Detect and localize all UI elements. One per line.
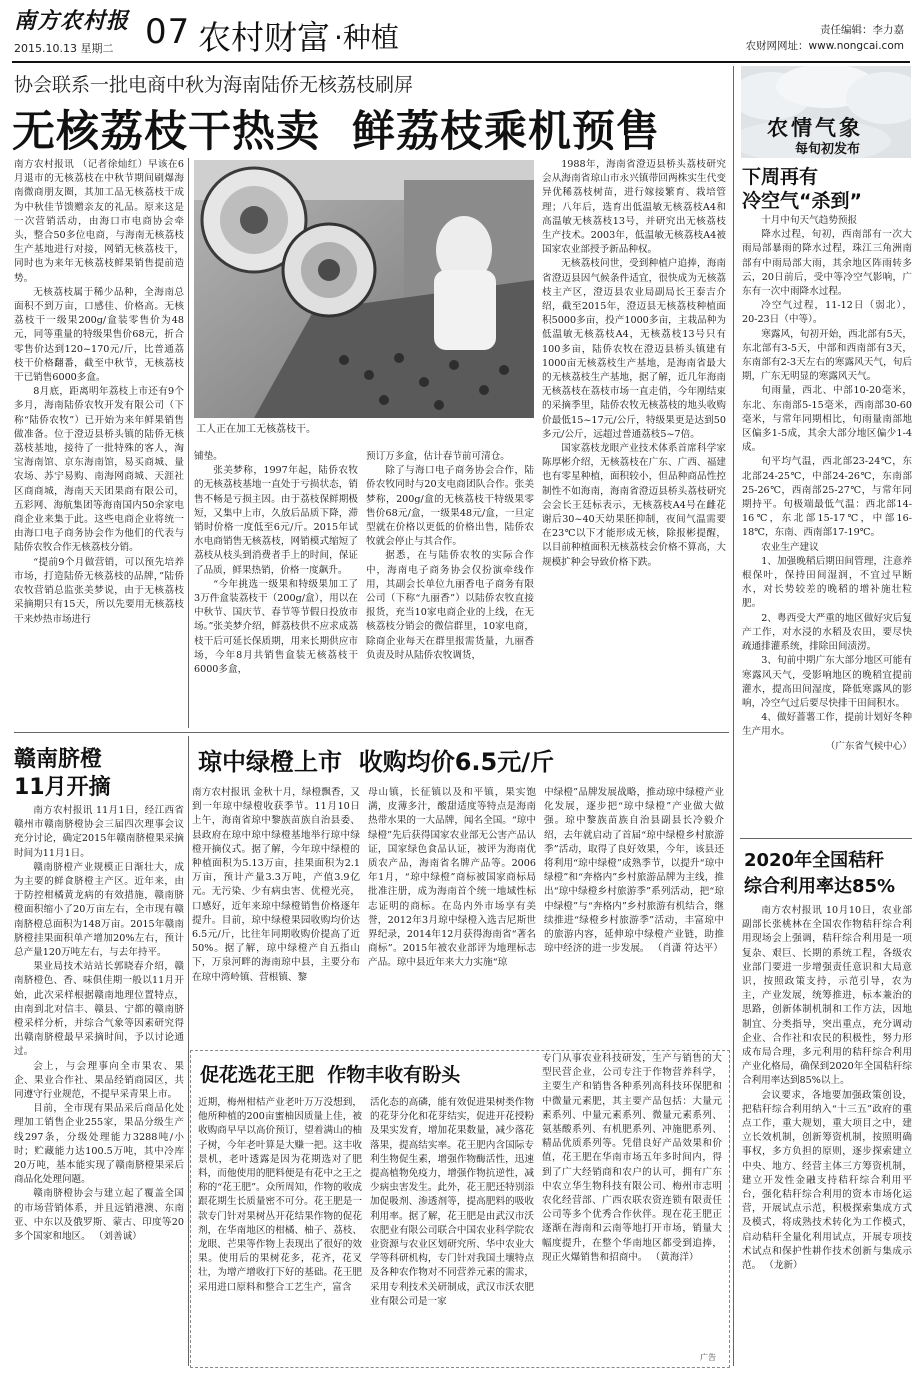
fertilizer-headline: 促花选花王肥 作物丰收有盼头	[200, 1064, 461, 1086]
column-rule	[188, 158, 189, 728]
lead-col3-para: “今年挑选一级果和特级果加工了3万件盒装荔枝干（200g/盒），用以在中秋节、国庆节、春节等节假日投放市场。”张美梦介绍，鲜荔枝供不应求成荔枝干后可延长保质期，用来长期供应市场，今年8月共销售盒装无核荔枝干6000多盒，	[194, 578, 358, 676]
weather-banner-title: 农情气象	[767, 116, 863, 140]
lead-col4-para: 除了与海口电子商务协会合作，陆侨农牧同时与20支电商团队合作。张美梦称，200g/盒的无核荔枝干特级果零售价68元/盒，一级果48元/盒，一旦定型就在价格以更低的价格出售，陆侨农牧就会停止与其合作。	[366, 465, 534, 548]
jiangxi-headline-line1: 赣南脐橙	[14, 747, 103, 772]
weather-headline-line2: 冷空气“杀到”	[742, 190, 862, 212]
lead-col1-para: 无核荔枝属于稀少品种，全海南总面积不到万亩，口感佳、价格高。无核荔枝干一级果200g/盒装零售价为48元，同等重量的特级果售价68元，折合零售价达到120~170元/斤，比普通荔枝干价格翻番，截至中秋节，无核荔枝干已销售6000多盒。	[14, 286, 184, 384]
weather-para: 3、旬前中期广东大部分地区可能有寒露风天气，受影响地区的晚稻宜提前灌水，提高田间湿度，降低寒露风的影响，冷空气过后要尽快排干田间积水。	[742, 655, 912, 709]
jiangxi-headline-line2: 11月开摘	[14, 775, 111, 800]
fertilizer-column-3: 专门从事农业科技研发，生产与销售的大型民营企业，公司专注于作物营养科学，主要生产和销售各种系列高科技环保肥和中微量元素肥，其主要产品包括：大量元素系列、中量元素系列、微量元素系列、氨基酸系列、有机肥系列、冲施肥系列、精品优质系列等。凭借良好产品效果和价值，花王肥在华南市场五年多时间内，得到了广大经销商和农户的认可，拥有广东中农立华生物科技有限公司、梅州市志明农化经营部、广西农联农资连锁有限责任公司等多个优秀合作伙伴。现在花王肥正逐渐在海南和云南等地打开市场，销量大幅度提升，在整个华南地区都受到追捧，现正火爆销售和招商中。 （黄海洋）	[542, 1053, 722, 1263]
lead-photo	[194, 160, 534, 418]
weather-banner-subtitle: 每旬初发布	[795, 142, 861, 157]
weather-para: 旬平均气温，西北部23-24℃，东北部24-25℃，中部24-26℃，东南部25-26℃，西南部25-27℃，与常年同期持平。旬极端最低气温：西北部14-16℃，东北部15-17℃，中部16-18℃，东南、西南部17-19℃。	[742, 456, 912, 539]
masthead-rule	[12, 61, 910, 63]
jiangxi-para: 会上，与会理事向全市果农、果企、果业合作社、果品经销商园区，共同遵守行业规范，不提早采青果上市。	[14, 1060, 184, 1101]
column-rule	[188, 736, 189, 1366]
newspaper-logo: 南方农村报	[14, 8, 130, 34]
column-rule	[733, 66, 734, 1366]
photo-caption: 工人正在加工无核荔枝干。	[196, 424, 316, 435]
page-number: 07	[145, 12, 191, 52]
lead-col1-para: “提前9个月做营销，可以预先培养市场，打造陆侨无核荔枝的品牌，”陆侨农牧营销总监张美梦说，由于无核荔枝采摘期只有15天，所以先要用无核荔枝干来炒热市场进行	[14, 556, 184, 625]
lead-column-4	[366, 450, 534, 726]
jiangxi-para: 果业局技术站站长郭晓春介绍，赣南脐橙色、香、味俱佳期一般以11月开始，此次采样根据赣南地理位置特点，由南到北对信丰、赣县、宁都的赣南脐橙采样分析，并综合气象等因素研究得出赣南脐橙最早采摘时间，予以讨论通过。	[14, 961, 184, 1058]
editor-credit: 责任编辑：李力嘉	[820, 24, 904, 36]
straw-headline-line1: 2020年全国秸秆	[744, 850, 885, 871]
masthead	[0, 0, 922, 62]
issue-date: 2015.10.13 星期二	[14, 42, 114, 55]
weather-para: 寒露风，旬初开始，西北部有5天，东北部有3-5天，中部和西南部有3天，东南部有2-3天左右的寒露风天气，旬后期，广东无明显的寒露风天气。	[742, 328, 912, 383]
lead-col3-para: 张美梦称，1997年起，陆侨农牧的无核荔枝基地一直处于亏损状态，销售不畅是亏损主因。由于荔枝保鲜期极短，又集中上市，久放后品质下降，滞销时价格一度低至6元/斤。2015年试水电商销售无核荔枝，网销模式缩短了荔枝从枝头到消费者手上的时间，保证了品质，鲜果热销，价格一度飙升。	[194, 465, 358, 576]
lychee-drying-photo	[194, 160, 534, 418]
qiongzhong-column-3: 中绿橙”品牌发展战略，推动琼中绿橙产业化发展，逐步把“琼中绿橙”产业做大做强。琼中黎族苗族自治县副县长冷毅介绍，去年就启动了首届“琼中绿橙乡村旅游季”活动，取得了良好效果，今年，该县还将利用“琼中绿橙”成熟季节，以提升“琼中绿橙”和“奔格内”乡村旅游品牌为主线，推出“琼中绿橙乡村旅游季”系列活动，把“琼中绿橙”与“奔格内”乡村旅游有机结合，继续推进“绿橙乡村旅游季”活动，丰富琼中的旅游内容，延伸琼中绿橙产业链，助推琼中经济的进一步发展。 （肖潇 符达平）	[544, 787, 724, 955]
jiangxi-para: 赣南脐橙协会与建立起了覆盖全国的市场营销体系，并且远销港澳、东南亚、中东以及俄罗斯、蒙古、印度等20多个国家和地区。 （刘善诚）	[14, 1188, 184, 1243]
weather-para: 农业生产建议	[761, 541, 819, 553]
lead-col1-para: 8月底，距离明年荔枝上市还有9个多月，海南陆侨农牧开发有限公司（下称“陆侨农牧”）已开始为来年鲜果销售做准备。位于澄迈县桥头镇的陆侨无核荔枝基地，接待了一批特殊的客人，淘宝海南馆、京东海南馆，易买商城、量农场、苏宁易购、南海网商城、天涯社区商商城，海南天天团果商有限公司，五彩网、海航集团等海南国内50余家电商企业来集于此。这些电商企业将统一由海口电子商务协会作为他们的代表与陆侨农牧合作无核荔枝分销。	[14, 386, 184, 554]
jiangxi-para: 南方农村报讯 11月1日，经江西省赣州市赣南脐橙协会三届四次理事会议充分讨论，确定2015年赣南脐橙果采摘时间为11月1日。	[14, 805, 184, 859]
weather-para: 1、加强晚稻后期田间管理，注意养根保叶，保持田间湿润，不宜过早断水，对长势较差的晚稻的增补施壮粒肥。	[742, 555, 912, 610]
weather-para: 2、粤西受大严重的地区做好灾后复产工作，对水浸的水稻及农田，要尽快疏通排灌系统，排除田间渍涝。	[742, 612, 912, 653]
lead-column-3	[194, 450, 358, 726]
jiangxi-body	[14, 804, 184, 1366]
jiangxi-para: 目前，全市现有果品采后商品化处理加工销售企业255家，果品分级生产线297条，分级处理能力3288吨/小时；贮藏能力达100.5万吨，其中冷库20万吨，基本能实现了赣南脐橙果采后商品化处理问题。	[14, 1103, 184, 1186]
weather-para: 旬雨量，西北、中部10-20毫米，东北、东南部5-15毫米，西南部30-60毫米，与常年同期相比，旬雨量南部地区偏多1-5成，其余大部分地区偏少1-4成。	[742, 385, 912, 454]
straw-body	[742, 904, 912, 1366]
weather-banner	[741, 66, 911, 158]
lead-kicker: 协会联系一批电商中秋为海南陆侨无核荔枝刷屏	[14, 74, 414, 96]
lead-column-1	[14, 158, 184, 726]
lead-headline: 无核荔枝干热卖 鲜荔枝乘机预售	[12, 107, 660, 157]
straw-para: 会议要求，各地要加强政策创设，把秸秆综合利用纳入“十三五”政府的重点工作，重大规划，重大项目之中，建立长效机制，创新筹资机制，按照明确事权，多方负担的原则，逐步探索建立中央、地方、经营主体三方筹资机制，建立开发性金融支持秸秆综合利用平台，强化秸秆综合利用的资本市场化运营，开展试点示范，积极探索集成方式及模式，将成熟技术转化为工作模式，启动秸秆全量化利用试点，开展专项技术试点和保护性耕作技术创新与集成示范。 （龙新）	[742, 1089, 912, 1272]
section-rule	[740, 838, 912, 839]
lead-col3-para: 铺垫。	[194, 451, 223, 462]
fertilizer-column-1: 近期，梅州柑桔产业老叶万万没想到，他所种植的200亩蜜柚因质量上佳，被收购商早早以高价预订，望着满山的柚子树，今年老叶算是大赚一把。这丰收景机，老叶透露是因为花期选对了肥料，而他使用的肥料便是有花中之王之称的“花王肥”。众所周知，作物的收成跟花期生长质量密不可分。花王肥是一款专门针对果树丛开花结果作物的促花剂，在华南地区的柑橘、柚子、荔枝、龙眼、芒果等作物上表现出了很好的效果。使用后的果树花多，花齐，花叉壮，为增产增收打下好的基础。花王肥采用进口原料和整合工艺生产，富含	[198, 1097, 362, 1293]
sub-section-name: ·种植	[334, 21, 399, 54]
weather-para: 降水过程，旬初，西南部有一次大雨局部暴雨的降水过程，珠江三角洲南部有中雨局部大雨，其余地区阵雨转多云，20日前后，受中等冷空气影响，广东有一次中雨降水过程。	[742, 229, 912, 298]
lead-col4-para: 据悉，在与陆侨农牧的实际合作中，海南电子商务协会仅扮演牵线作用，其副会长单位九丽香电子商务有限公司（下称“九丽香”）以陆侨农牧直接报货，充当10家电商企业的上线，在无核荔枝分销会的微信群里，10家电商，除商企业每天在群里报需货量，九丽香负责及时从陆侨农牧调货，	[366, 550, 534, 661]
section-name: 农村财富	[198, 18, 330, 57]
qiongzhong-column-1: 南方农村报讯 金秋十月，绿橙飘香，又到一年琼中绿橙收获季节。11月10日上午，海南省琼中黎族苗族自治县委、县政府在琼中琼中绿橙基地举行琼中绿橙开摘仪式。据了解，今年琼中绿橙的种植面积为5.13万亩，挂果面积为2.1万亩，预计产量3.3万吨，产值3.9亿元。无污染、少有病虫害、优橙光亮，口感好，近年来琼中绿橙销售价格逐年提升。目前，琼中绿橙果园收购均价达6.5元/斤，比往年同期收购价提高了近50%。据了解，琼中绿橙产自五指山下，万泉河畔的海南琼中县，主要分布在琼中湾岭镇、营根镇、黎	[192, 787, 360, 983]
weather-para: 4、做好蔷薯工作，提前计划好冬种生产用水。	[742, 712, 912, 738]
qiongzhong-headline: 琼中绿橙上市 收购均价6.5元/斤	[198, 748, 554, 776]
lead-col5-para: 无核荔枝问世，受到种植户追捧，海南省澄迈县因气候条件适宜，很快成为无核荔枝主产区，澄迈县农业局副局长王泰吉介绍，截至2015年，澄迈县无核荔枝种植面积5000多亩，投产1000多亩，主栽品种为低温敏无核荔枝A4，无核荔枝13号只有100多亩，陆侨农牧在澄迈县桥头镇建有1000亩无核荔枝生产基地，是海南省最大的无核荔枝生产基地，据了解，近几年海南无核荔枝在荔枝市场一直走俏，今年刚结束的采摘季里，陆侨农牧无核荔枝的地头收购价最低15~17元/公斤，特级果更是达到50多元/公斤，远超过普通荔枝5~7倍。	[542, 258, 726, 440]
section-rule	[14, 732, 729, 733]
straw-headline-line2: 综合利用率达85%	[744, 876, 896, 897]
weather-headline-line1: 下周再有	[742, 166, 819, 188]
lead-column-5	[542, 158, 726, 726]
fertilizer-column-2: 活化态的高磷，能有效促进果树类作物的花芽分化和花芽结实，促进开花授粉及果实发育，增加花果数量，减少落花落果，提高结实率。花王肥内含国际专利生物促生素，增强作物酶活性，迅速提高植物免疫力，增强作物抗逆性，减少病虫害发生。此外，花王肥还特别添加促吸剂、渗透剂等，提高肥料的吸收利用率。据了解，花王肥是由武汉市沃农肥业有限公司联合中国农业科学院农业资源与农业区划研究所、华中农业大学等科研机构，专门针对我国土壤特点及各种农作物对不同营养元素的需求，采用专利技术关研制成，武汉市沃农肥业有限公司是一家	[370, 1097, 534, 1307]
qiongzhong-column-2: 母山镇，长征镇以及和平镇，果实饱满，皮薄多汁，酸甜适度等特点是海南热带水果的一大品牌，闻名全国。“琼中绿橙”先后获得国家农业部无公害产品认证，国家绿色食品认证，被评为海南优质农产品，海南省名牌产品等。2006年1月，“琼中绿橙”商标被国家商标局批准注册，成为海南首个统一地域性标志证明的商标。在岛内外市场享有美誉，2012年3月琼中绿橙入选吉尼斯世界纪录，2014年12月获得海南省“著名商标”。2015年被农业部评为地理标志产品。琼中县近年来大力实施“琼	[368, 787, 536, 969]
lead-col5-para: 1988年，海南省澄迈县桥头荔枝研究会从海南省琼山市永兴镇带回两株实生代变异优稀荔枝树苗，进行嫁接繁育、栽培管理；八年后，选育出低温敏无核荔枝A4和高温敏无核荔枝13号，并研究出无核荔枝生产技术。2003年，低温敏无核荔枝A4被国家农业部授予新品种权。	[542, 159, 726, 256]
website-credit: 农财网网址：www.nongcai.com	[745, 40, 904, 52]
lead-col4-para: 预订万多盒，估计春节前可清仓。	[366, 451, 510, 462]
lead-col5-para: 国家荔枝龙眼产业技术体系首席科学家陈厚彬介绍，无核荔枝在广东、广西、福建也有零星种植，面积较小，但品种商品性控制性不如海南，海南省澄迈县桥头荔枝研究会会长王廷标表示，无核荔枝A4号在雌花谢后30~40天幼果胚抑制，夜间气温需要在23℃以下才能形成无核，除报彬提醒，以目前种植面积无核荔枝会价格不算高，大规模扩种会导致价格下跌。	[542, 443, 726, 568]
weather-para: 冷空气过程，11-12日（弱北），20-23日（中等）。	[742, 300, 912, 326]
straw-para: 南方农村报讯 10月10日，农业部副部长张桃林在全国农作物秸秆综合利用现场会上强调，秸秆综合利用是一项复杂、艰巨、长期的系统工程，各级农业部门要进一步增强责任意识和大局意识，按照政策支持，示范引导，农为主，产业发展，统筹推进，标本兼治的思路，创新体制机制和工作方法，因地制宜、分类指导，突出重点，充分调动企业、合作社和农民的积极性，努力形成布局合理，多元利用的秸秆综合利用产业化格局，确保到2020年全国秸秆综合利用率达到85%以上。	[742, 905, 912, 1087]
weather-para: （广东省气候中心）	[825, 740, 912, 752]
lead-col1-para: 南方农村报讯 （记者徐灿红）早该在6月退市的无核荔枝在中秋节期间刷爆海南微商朋友圈，其加工品无核荔枝干成为中秋佳节馈赠亲友的礼品。原来这是一次营销活动，由海口市电商协会牵头，整合50多位电商，与海南无核荔枝生产基地进行对接，网销无核荔枝干，同时也为来年无核荔枝鲜果销售提前造势。	[14, 159, 184, 284]
weather-para: 十月中旬天气趋势预报	[761, 215, 858, 226]
ad-tag: 广告	[700, 1353, 716, 1362]
weather-body	[742, 214, 912, 834]
jiangxi-para: 赣南脐橙产业规模正日渐壮大，成为主要的鲜食脐橙主产区。近年来，由于防控柑橘黄龙病的有效措施，赣南脐橙面积缩小了20万亩左右，全市现有赣南脐橙总面积为148万亩。2015年赣南脐橙挂果面积单产增加20%左右，预计总产量120万吨左右，与去年持平。	[14, 861, 184, 959]
